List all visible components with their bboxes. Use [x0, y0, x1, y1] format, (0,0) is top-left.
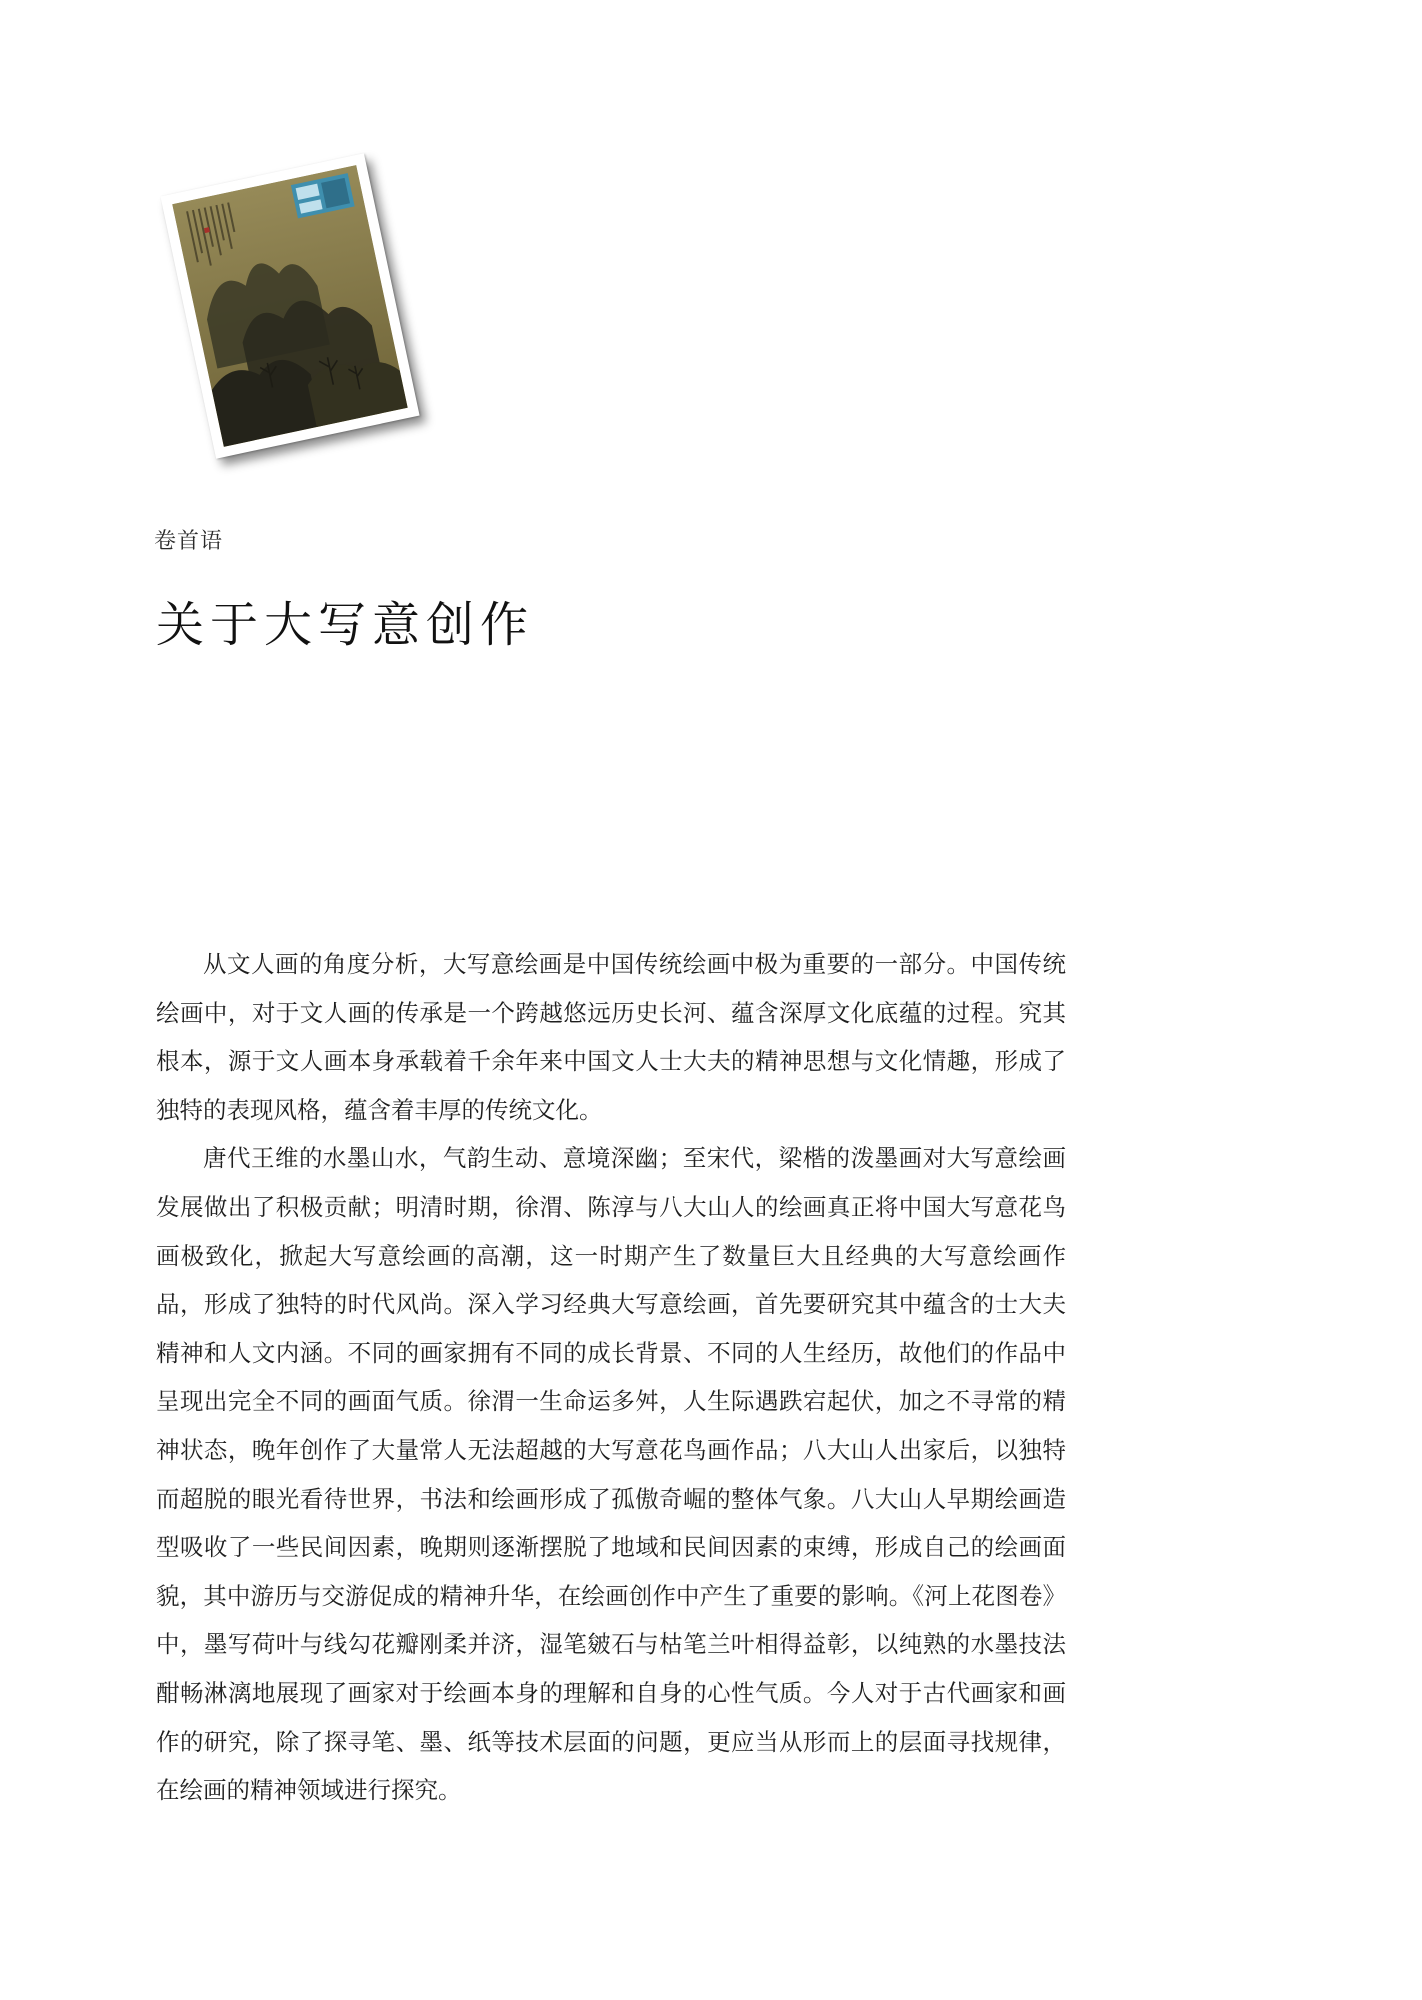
cover-artwork: [172, 165, 407, 447]
section-label: 卷首语: [154, 529, 224, 554]
article-body: [156, 940, 1066, 1815]
body-paragraph: 唐代王维的水墨山水，气韵生动、意境深幽；至宋代，梁楷的泼墨画对大写意绘画发展做出了积极贡献；明清时期，徐渭、陈淳与八大山人的绘画真正将中国大写意花鸟画极致化，掀起大写意绘画的高潮，这一时期产生了数量巨大且经典的大写意绘画作品，形成了独特的时代风尚。深入学习经典大写意绘画，首先要研究其中蕴含的士大夫精神和人文内涵。不同的画家拥有不同的成长背景、不同的人生经历，故他们的作品中呈现出完全不同的画面气质。徐渭一生命运多舛，人生际遇跌宕起伏，加之不寻常的精神状态，晚年创作了大量常人无法超越的大写意花鸟画作品；八大山人出家后，以独特而超脱的眼光看待世界，书法和绘画形成了孤傲奇崛的整体气象。八大山人早期绘画造型吸收了一些民间因素，晚期则逐渐摆脱了地域和民间因素的束缚，形成自己的绘画面貌，其中游历与交游促成的精神升华，在绘画创作中产生了重要的影响。《河上花图卷》中，墨写荷叶与线勾花瓣刚柔并济，湿笔皴石与枯笔兰叶相得益彰，以纯熟的水墨技法酣畅淋漓地展现了画家对于绘画本身的理解和自身的心性气质。今人对于古代画家和画作的研究，除了探寻笔、墨、纸等技术层面的问题，更应当从形而上的层面寻找规律，在绘画的精神领域进行探究。: [156, 1144, 1066, 1805]
magazine-cover-image: [160, 153, 419, 458]
landscape-painting-icon: [172, 165, 407, 447]
body-paragraph: 从文人画的角度分析，大写意绘画是中国传统绘画中极为重要的一部分。中国传统绘画中，对于文人画的传承是一个跨越悠远历史长河、蕴含深厚文化底蕴的过程。究其根本，源于文人画本身承载着千余年来中国文人士大夫的精神思想与文化情趣，形成了独特的表现风格，蕴含着丰厚的传统文化。: [156, 950, 1066, 1124]
article-title: 关于大写意创作: [156, 597, 535, 653]
